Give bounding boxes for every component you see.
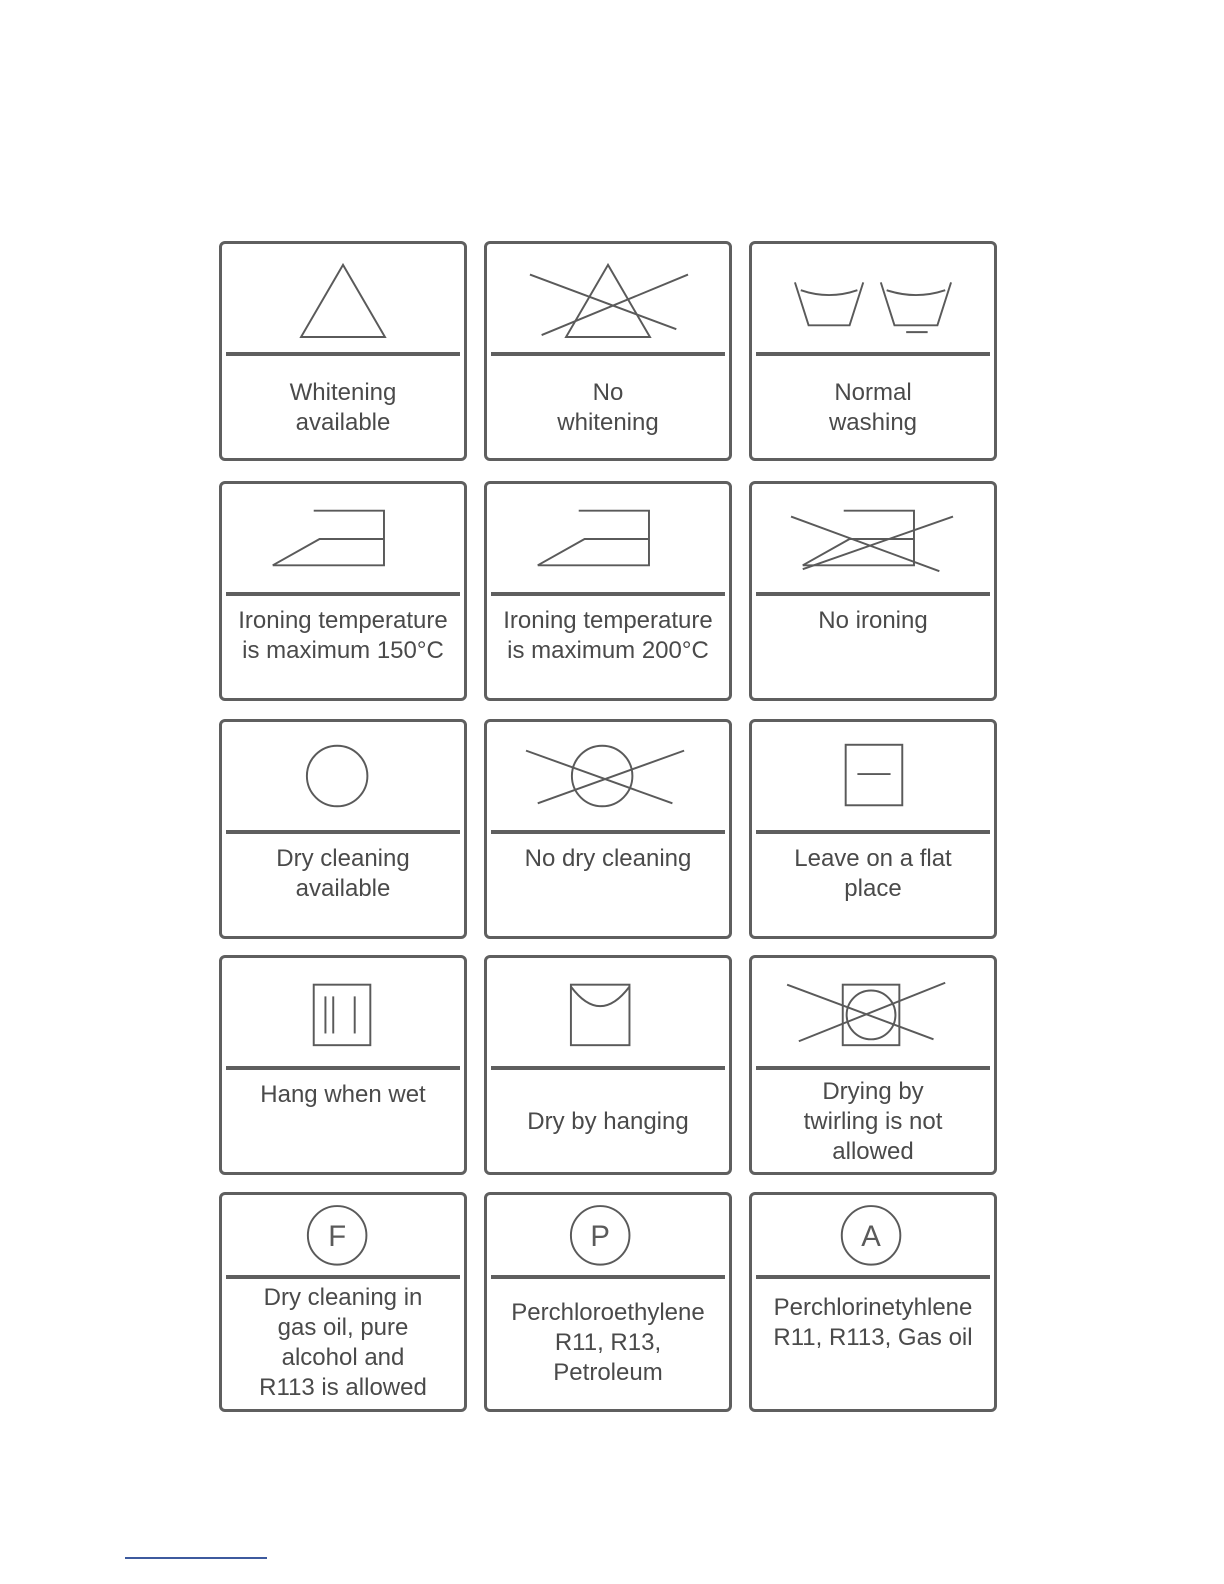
symbol-label: Dry cleaning in gas oil, pure alcohol and R113 is allowed (259, 1284, 427, 1401)
symbol-card-no-tumble-dry (749, 955, 997, 1175)
symbol-card-dry-clean-a (749, 1192, 997, 1412)
symbol-card-hang-wet (219, 955, 467, 1175)
symbol-label: Hang when wet (260, 1081, 426, 1108)
crossed-tumble-dry-icon (752, 958, 994, 1066)
symbol-label: No dry cleaning (524, 845, 692, 872)
wash-tub-icon (752, 244, 994, 352)
card-divider (226, 830, 460, 834)
symbol-card-whitening-available (219, 241, 467, 461)
symbol-label: Dry cleaning available (276, 845, 410, 902)
symbol-card-iron-150 (219, 481, 467, 701)
circle-letter: P (590, 1221, 610, 1254)
card-divider (226, 352, 460, 356)
card-divider (491, 352, 725, 356)
symbol-label: Perchloroethylene R11, R13, Petroleum (511, 1299, 705, 1386)
card-divider (756, 1275, 990, 1279)
flat-dry-icon (752, 722, 994, 830)
symbol-label: Dry by hanging (527, 1108, 689, 1135)
card-divider (226, 592, 460, 596)
circle-letter-icon (752, 1195, 994, 1303)
symbol-label: Ironing temperature is maximum 200°C (503, 607, 713, 664)
symbol-card-iron-200 (484, 481, 732, 701)
symbol-card-no-whitening (484, 241, 732, 461)
symbol-label: Normal washing (828, 379, 918, 436)
card-divider (491, 592, 725, 596)
iron-icon (222, 484, 464, 592)
card-divider (226, 1275, 460, 1279)
symbol-card-dry-clean-p (484, 1192, 732, 1412)
symbol-card-no-ironing (749, 481, 997, 701)
drip-dry-icon (222, 958, 464, 1066)
symbol-label: Leave on a flat place (794, 845, 952, 902)
card-divider (491, 830, 725, 834)
crossed-circle-icon (487, 722, 729, 830)
card-divider (756, 352, 990, 356)
symbol-label: Perchlorinetyhlene R11, R113, Gas oil (773, 1294, 973, 1351)
footnote-separator (125, 1557, 267, 1559)
symbol-card-normal-washing (749, 241, 997, 461)
symbol-card-no-dry-cleaning (484, 719, 732, 939)
symbol-label: No ironing (818, 607, 928, 634)
card-divider (491, 1066, 725, 1070)
card-divider (226, 1066, 460, 1070)
iron-icon (487, 484, 729, 592)
card-divider (756, 830, 990, 834)
symbol-label: Drying by twirling is not allowed (803, 1078, 943, 1165)
circle-letter: A (861, 1221, 881, 1254)
card-divider (756, 592, 990, 596)
card-divider (491, 1275, 725, 1279)
symbol-card-dry-flat (749, 719, 997, 939)
symbol-card-dry-cleaning (219, 719, 467, 939)
card-divider (756, 1066, 990, 1070)
symbol-card-line-dry (484, 955, 732, 1175)
triangle-icon (222, 244, 464, 352)
line-dry-icon (487, 958, 729, 1066)
circle-icon (222, 722, 464, 830)
circle-letter: F (328, 1221, 347, 1254)
symbol-label: Ironing temperature is maximum 150°C (238, 607, 448, 664)
symbol-label: No whitening (557, 379, 659, 436)
crossed-triangle-icon (487, 244, 729, 352)
symbol-card-dry-clean-f (219, 1192, 467, 1412)
symbol-label: Whitening available (289, 379, 397, 436)
crossed-iron-icon (752, 484, 994, 592)
